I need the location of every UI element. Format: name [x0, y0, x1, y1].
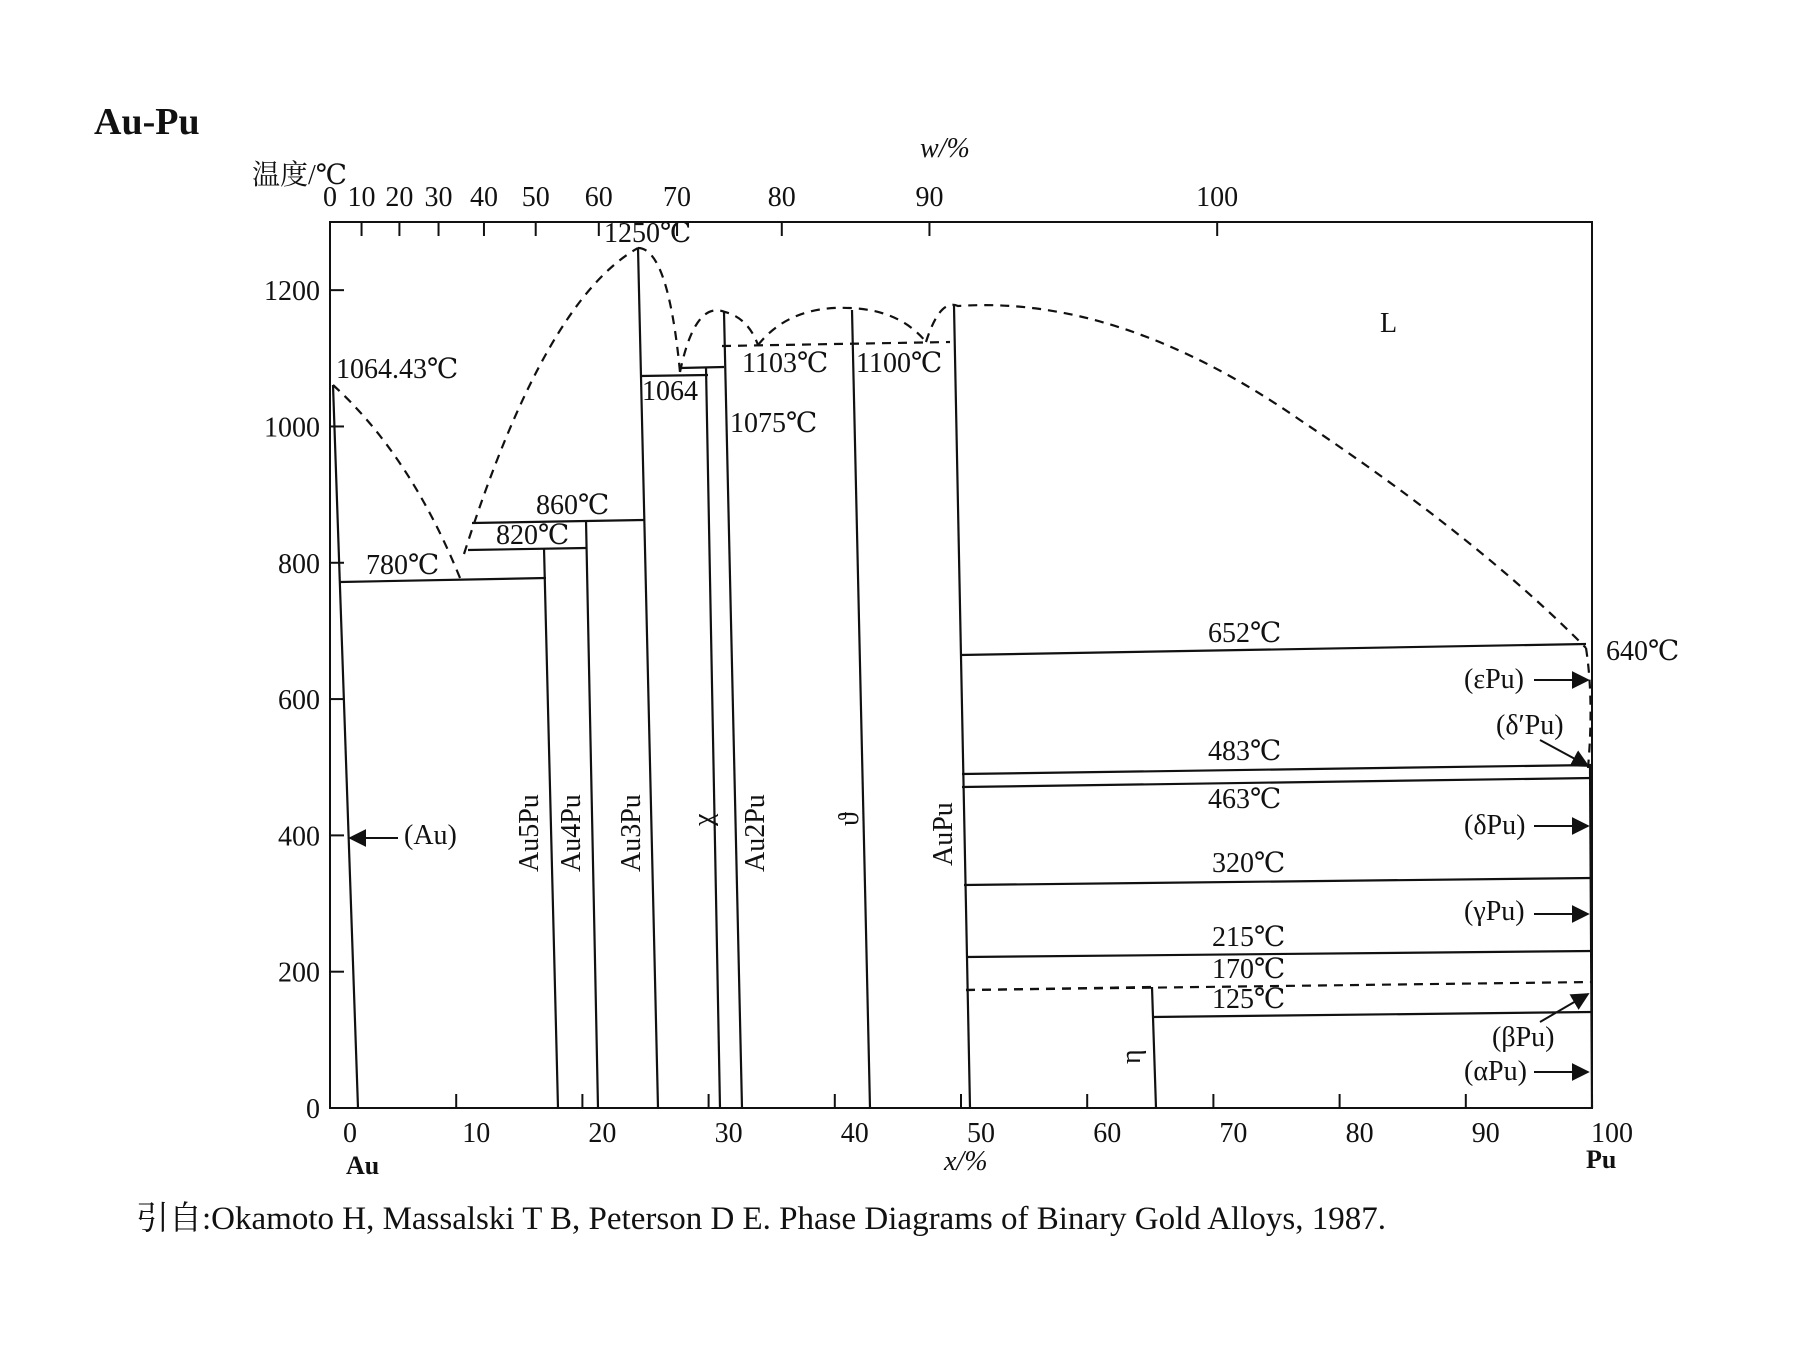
y-tick-label: 600 — [278, 685, 320, 717]
liquidus-theta-dome — [758, 308, 926, 345]
top-tick-label: 70 — [663, 182, 692, 213]
label-640: 640℃ — [1606, 636, 1680, 667]
label-820: 820℃ — [496, 520, 570, 551]
top-tick-label: 30 — [424, 182, 453, 213]
liquidus-aupu-dome — [926, 305, 1586, 648]
label-125: 125℃ — [1212, 984, 1286, 1015]
top-tick-label: 50 — [521, 182, 550, 213]
label-1100: 1100℃ — [856, 348, 943, 379]
label-au2pu: Au2Pu — [740, 794, 771, 872]
label-theta: ϑ — [834, 812, 865, 826]
top-tick-label: 20 — [385, 182, 414, 213]
y-tick-label: 1000 — [264, 412, 320, 444]
label-au5pu: Au5Pu — [514, 794, 545, 872]
arrow-delta-prime-pu — [1540, 740, 1588, 766]
top-tick-label: 60 — [584, 182, 613, 213]
liquidus-curves — [333, 248, 1592, 990]
label-1250: 1250℃ — [604, 218, 692, 249]
label-652: 652℃ — [1208, 618, 1282, 649]
bottom-tick-label: 40 — [840, 1118, 869, 1149]
top-tick-label: 90 — [915, 182, 944, 213]
label-1075: 1075℃ — [730, 408, 818, 439]
label-gamma-pu: (γPu) — [1464, 896, 1525, 927]
top-tick-label: 0 — [323, 182, 337, 213]
label-au4pu: Au4Pu — [556, 794, 587, 872]
top-tick-label: 100 — [1196, 182, 1239, 213]
label-au-solid: (Au) — [404, 820, 457, 851]
label-delta-pu: (δPu) — [1464, 810, 1526, 841]
liquidus-au3pu-right — [638, 248, 680, 372]
label-delta-prime-pu: (δ′Pu) — [1496, 710, 1564, 741]
label-483: 483℃ — [1208, 736, 1282, 767]
diagram-title: Au-Pu — [94, 101, 200, 143]
label-chi: χ — [688, 813, 719, 826]
y-tick-label: 400 — [278, 821, 320, 853]
arrow-beta-pu — [1540, 994, 1588, 1022]
y-tick-label: 0 — [306, 1094, 320, 1125]
label-beta-pu: (βPu) — [1492, 1022, 1555, 1053]
left-component-label: Au — [346, 1151, 380, 1180]
bottom-tick-label: 30 — [714, 1118, 743, 1149]
label-780: 780℃ — [366, 550, 440, 581]
y-tick-label: 1200 — [264, 276, 320, 308]
citation: 引自:Okamoto H, Massalski T B, Peterson D E. Phase Diagrams of Binary Gold Alloys, 1987. — [136, 1201, 1386, 1237]
bottom-axis-label: x/% — [944, 1146, 988, 1177]
bottom-tick-label: 50 — [967, 1118, 995, 1149]
theta-line — [852, 310, 870, 1108]
line-eta-top — [966, 987, 1152, 990]
bottom-tick-label: 70 — [1219, 1118, 1248, 1149]
bottom-tick-label: 60 — [1093, 1118, 1122, 1149]
y-tick-label: 800 — [278, 548, 320, 580]
y-tick-label: 200 — [278, 957, 320, 989]
au-solvus — [333, 385, 358, 1108]
top-tick-label: 80 — [767, 182, 796, 213]
label-eta: η — [1116, 1049, 1147, 1064]
bottom-tick-label: 10 — [462, 1118, 491, 1149]
label-320: 320℃ — [1212, 848, 1286, 879]
eta-line — [1152, 987, 1156, 1108]
solidus-pu-side — [1586, 648, 1591, 768]
top-axis-ticks — [323, 182, 1238, 236]
y-axis-label: 温度/℃ — [252, 160, 348, 191]
chi-line — [706, 367, 720, 1108]
bottom-tick-label: 100 — [1591, 1118, 1633, 1149]
bottom-tick-label: 90 — [1471, 1118, 1500, 1149]
top-tick-label: 40 — [469, 182, 498, 213]
line-1075 — [680, 367, 724, 368]
aupu-line — [954, 306, 970, 1108]
bottom-tick-label: 20 — [588, 1118, 617, 1149]
line-320 — [964, 878, 1592, 885]
label-aupu: AuPu — [928, 802, 959, 866]
top-tick-label: 10 — [347, 182, 376, 213]
label-860: 860℃ — [536, 490, 610, 521]
bottom-tick-label: 80 — [1345, 1118, 1374, 1149]
right-component-label: Pu — [1586, 1145, 1617, 1174]
label-170: 170℃ — [1212, 954, 1286, 985]
label-epsilon-pu: (εPu) — [1464, 664, 1524, 695]
label-1064-43: 1064.43℃ — [336, 354, 459, 385]
bottom-tick-label: 0 — [343, 1118, 357, 1149]
label-1103: 1103℃ — [742, 348, 829, 379]
top-axis-label: w/% — [920, 133, 970, 164]
label-215: 215℃ — [1212, 922, 1286, 953]
au4pu-line — [586, 520, 598, 1108]
label-au3pu: Au3Pu — [616, 794, 647, 872]
label-liquid: L — [1380, 308, 1398, 339]
bottom-axis-ticks — [330, 1094, 1633, 1149]
label-alpha-pu: (αPu) — [1464, 1056, 1527, 1087]
label-463: 463℃ — [1208, 784, 1282, 815]
phase-boundaries — [333, 248, 1592, 1108]
y-axis-ticks — [264, 276, 344, 1125]
label-1064: 1064 — [642, 376, 698, 407]
